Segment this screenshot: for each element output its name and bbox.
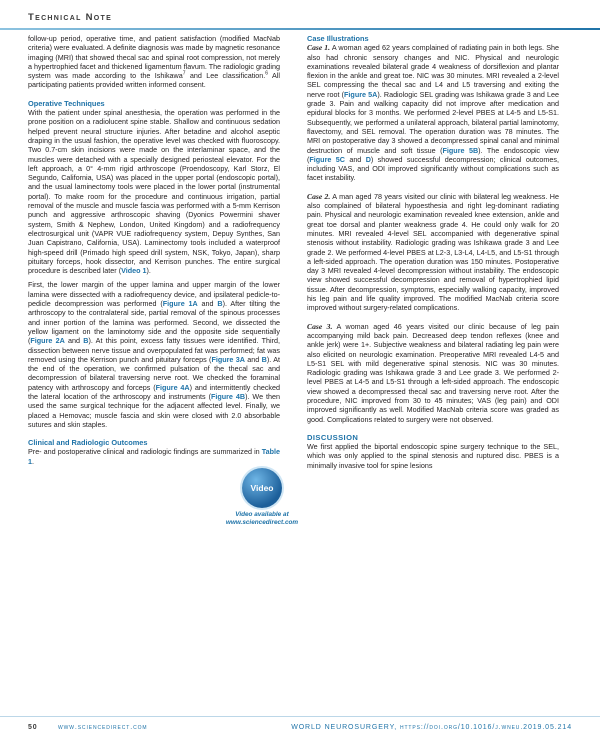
text: and [64, 336, 84, 346]
case-label: Case 1. [307, 43, 330, 53]
page-number: 50 [28, 724, 38, 731]
video-caption-line: Video available at [235, 511, 289, 518]
text: First, the lower margin of the upper lamina and upper margin of the lower lamina were dissected with a radiofrequency device, and ipsilateral pedicle-to-pedicle decompression was performed ( [28, 280, 280, 309]
text: follow-up period, operative time, and patient satisfaction (modified MacNab criteria) were evaluated. A definite diagnosis was made by magnetic resonance imaging (MRI) that showed thecal sac and spinal root compression, not merely a hypertrophied facet and thickened ligamentum flavum. The radiologic grading system was made according to the Ishikawa [28, 34, 280, 81]
text: With the patient under spinal anesthesia, the operation was performed in the prone position on a radiolucent spine stable. Shallow and continuous sedation helped prevent neural structure injuries. After betadine and alcohol aseptic draping in the usual fashion, the operative level was checked with fluoroscopy. Two 0.7-cm skin incisions were made on the interlaminar space, and the muscles were detached with a specially designed periosteal elevator. For the left approach, a 0° 4-mm rigid arthroscope (Proendoscopy, Karl Storz, El Segundo, California, USA) was placed in the upper portal (endoscopic portal), and the usual laminectomy tools were placed in the lower portal (instrumental portal). To make room for the procedure and continuous irrigation, partial removal of the muscle and muscle fascia was performed with a 5-mm Kerrison punch and aggressive arthroscopic shaving (Dyonics Powermini shaver system, Smith & Nephew, London, United Kingdom) and a radiofrequency electrosurgical unit (VAPR VUE radiofrequency system, Depuy Synthes, San Juan Capistrano, California, USA). Laminectomy tools included a waterproof high-speed drill (Primado high speed drill system, NSK, Tokyo, Japan), sharp pituitary forceps, hook dissector, and Kerrison punches. The entire surgical procedure is described later ( [28, 108, 280, 276]
footer-site-link[interactable]: www.sciencedirect.com [58, 724, 148, 731]
text: A man aged 78 years visited our clinic with bilateral leg weakness. He also complained of bilateral hypoesthesia and right leg-dominant radiating pain. Physical and neurologic examination revealed knee extension, ankle and great toe dorsal and planter weakness grade 4. He could only walk for 20 minutes. MRI revealed 4-level SEL accompanied with degenerative spinal stenosis without instability. Radiologic grading was Ishikawa grade 3 and Lee grade 2. We performed 4-level PBES at L2-3, L3-L4, L4-L5, and L5-S1 through a left-sided approach. The operation duration was 150 minutes. Postoperative day 3 MRI revealed 4-level decompression without instability. The endoscopic view showed successful decompression and removal of hypertrophied lipid tissue. After decompression, symptoms, especially walking capacity, improved his leg pain and life quality improved. The modified MacNab criteria score improved without surgery-related complications. [307, 191, 559, 313]
text: ). The endoscopic view ( [307, 145, 559, 164]
figure-link[interactable]: Figure 1A [162, 299, 198, 309]
text: . [32, 456, 34, 466]
figure-link[interactable]: B [217, 299, 223, 309]
figure-link[interactable]: Figure 5C [309, 154, 345, 164]
table-link[interactable]: Table 1 [28, 447, 280, 466]
text: ). After tilting the arthroscopy to the contralateral side, partial removal of the spinous processes and inner portion of the lamina was performed. Second, we dissected the yellow ligament on the laminotomy side and the opposite side sequentially ( [28, 299, 280, 346]
figure-link[interactable]: Figure 2A [30, 336, 65, 346]
figure-link[interactable]: Figure 4A [155, 382, 190, 392]
text: A woman aged 62 years complained of radiating pain in both legs. She also had chronic sensory changes and NIC. Physical and neurologic examinations revealed bilateral grade 4 weakness of dorsiflexion and plantar flexion in the ankle and great toe. NIC was 30 minutes. MRI revealed a 2-level SEL compressing the thecal sac and L4 and L5 traversing and exiting the nerve root ( [307, 43, 559, 99]
discussion-paragraph: We first applied the biportal endoscopic spine surgery technique to the SEL, which was only applied to the spinal stenosis and ruptured disc. PBES is a minimally invasive tool for spine lesions [307, 442, 559, 470]
text: and [244, 354, 262, 364]
page-footer [0, 724, 600, 736]
case-label: Case 2. [307, 191, 331, 201]
text: A woman aged 46 years visited our clinic because of leg pain accompanying mild back pain. Decreased deep tendon reflexes (knee and ankle jerk) were 1+. Subjective weakness and bilateral radiating leg pain were also elicited on neurologic examination. Preoperative MRI revealed L4-5 and L5-S1 SEL with mild degenerative spinal stenosis. NIC was 30 minutes. Radiologic grading was Ishikawa grade 3 and Lee grade 3. We performed 2-level PBES at L4-5 and L5-S1 through a left-sided approach. The endoscopic view showed a decompressed thecal sac and traversing nerve root. After the procedure, NIC improved from 30 to 45 minutes; VAS (leg pain) and ODI improved significantly as well. Modified MacNab criteria score was graded as good. Complications related to surgery were not observed. [307, 321, 560, 424]
video-link[interactable]: Video 1 [121, 266, 147, 276]
figure-link[interactable]: D [365, 154, 371, 164]
right-column [307, 34, 559, 470]
heading-operative-techniques: Operative Techniques [28, 98, 105, 108]
text: ). Radiologic SEL grading was Ishikawa grade 3 and Lee grade 3. Pain and walking capacity did not improve after medication and epidural blocks for 3 months. We performed 2-level PBES at L4-5 and L5-S1. Subsequently, we performed a unilateral approach, bilateral partial laminotomy, flavectomy, and SEL removal. The operation duration was 78 minutes. The MRI on postoperative day 3 showed a decompressed spinal canal and minimal destruction of muscle and soft tissue ( [307, 89, 559, 155]
citation-ref[interactable]: 7 [182, 70, 186, 77]
citation-ref[interactable]: 6 [265, 70, 269, 77]
text: ) and intermittently checked the lateral location of the arthroscopy and instruments ( [28, 382, 280, 401]
figure-link[interactable]: Figure 5B [442, 145, 479, 155]
case-1-paragraph [307, 43, 559, 182]
techniques-paragraph [28, 108, 280, 275]
outcomes-paragraph [28, 447, 280, 466]
figure-link[interactable]: Figure 5A [344, 89, 378, 99]
header-rule [0, 28, 600, 30]
footer-journal-citation[interactable]: WORLD NEUROSURGERY, https://doi.org/10.1016/j.wneu.2019.05.214 [291, 724, 572, 731]
video-callout[interactable] [220, 468, 304, 538]
intro-paragraph [28, 34, 280, 90]
left-column [28, 34, 280, 466]
text: ). We then used the same surgical technique for the adjacent affected level. Finally, we placed a Hemovac; muscle fascia and skin were closed with 2.0 absorbable sutures and skin staples. [28, 391, 280, 429]
figure-link[interactable]: B [261, 354, 267, 364]
figure-link[interactable]: Figure 4B [210, 391, 246, 401]
text: ). At the end of the operation, we confirmed pulsation of the thecal sac and decompression of bilateral traversing nerve root. We checked the foraminal patency with arthroscopy and forceps ( [28, 354, 280, 392]
heading-discussion: DISCUSSION [307, 432, 359, 442]
procedure-paragraph [28, 280, 280, 429]
video-caption-url[interactable]: www.sciencedirect.com [225, 518, 299, 526]
text: ). [146, 266, 151, 276]
text: ). At this point, excess fatty tissues were identified. Third, dissection between nerve tissue and overpopulated fat was performed; fat was removed using the Kerrison punch and pituitary forceps ( [28, 336, 280, 364]
heading-case-illustrations: Case Illustrations [307, 34, 369, 43]
figure-link[interactable]: Figure 3A [211, 354, 245, 364]
section-header: Technical Note [28, 12, 113, 23]
case-3-paragraph [307, 322, 559, 424]
text: and [344, 154, 366, 164]
text: and Lee classification. [185, 71, 266, 81]
heading-clinical-outcomes: Clinical and Radiologic Outcomes [28, 438, 148, 448]
text: ) showed successful decompression; clinical outcomes, including VAS, and ODI improved significantly without complications such as facet instability. [307, 154, 559, 183]
case-2-paragraph [307, 192, 559, 313]
footer-rule [0, 716, 600, 717]
figure-link[interactable]: B [83, 336, 89, 346]
video-icon[interactable]: Video [242, 468, 282, 508]
text: and [197, 299, 218, 309]
video-caption [220, 511, 304, 526]
text: All participating patients provided written informed consent. [28, 71, 281, 90]
case-label: Case 3. [307, 321, 333, 331]
text: Pre- and postoperative clinical and radiologic findings are summarized in [28, 447, 262, 457]
